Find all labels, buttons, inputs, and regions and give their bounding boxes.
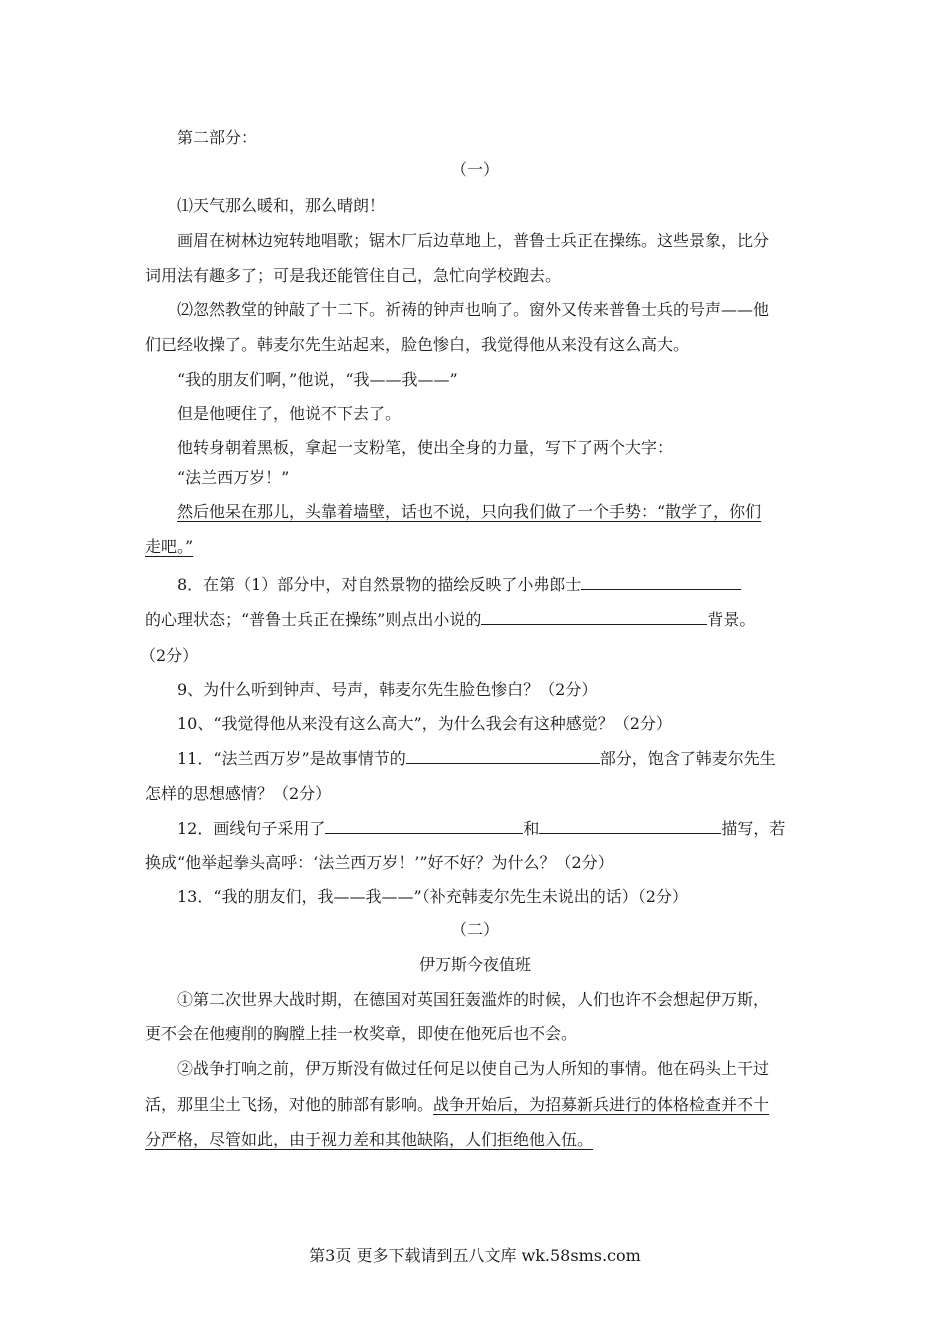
passage1-line: ⑴天气那么暖和，那么晴朗！ xyxy=(177,196,386,215)
passage2-line: 更不会在他瘦削的胸膛上挂一枚奖章，即使在他死后也不会。 xyxy=(145,1024,578,1043)
question-11-cont: 怎样的思想感情？（2分） xyxy=(145,784,332,803)
underlined-sentence: 战争开始后，为招募新兵进行的体格检查并不十 xyxy=(433,1095,770,1114)
passage2-line: ①第二次世界大战时期，在德国对英国狂轰滥炸的时候，人们也许不会想起伊万斯， xyxy=(177,990,770,1009)
underlined-sentence: 然后他呆在那儿，头靠着墙壁，话也不说，只向我们做了一个手势：“散学了，你们 xyxy=(177,502,762,521)
question-8-text-c: 背景。 xyxy=(707,610,756,629)
question-8-text-b: 的心理状态；“普鲁士兵正在操练”则点出小说的 xyxy=(145,610,482,629)
question-12-cont: 换成“他举起拳头高呼：‘法兰西万岁！’”好不好？为什么？（2分） xyxy=(145,853,614,872)
question-12-text-a: 12．画线句子采用了 xyxy=(177,819,326,838)
question-11 xyxy=(177,748,776,769)
question-12-text-c: 描写，若 xyxy=(721,819,786,838)
question-11-text-b: 部分，饱含了韩麦尔先生 xyxy=(599,749,776,768)
underlined-sentence: 分严格，尽管如此，由于视力差和其他缺陷，人们拒绝他入伍。 xyxy=(145,1130,594,1149)
part2-heading: （二） xyxy=(450,920,499,939)
passage1-line: 们已经收操了。韩麦尔先生站起来，脸色惨白，我觉得他从来没有这么高大。 xyxy=(145,335,690,354)
passage1-line: ⑵忽然教堂的钟敲了十二下。祈祷的钟声也响了。窗外又传来普鲁士兵的号声——他 xyxy=(177,300,770,319)
answer-blank[interactable] xyxy=(581,574,741,590)
passage1-line: 他转身朝着黑板，拿起一支粉笔，使出全身的力量，写下了两个大字： xyxy=(177,438,674,457)
passage2-line: ②战争打响之前，伊万斯没有做过任何足以使自己为人所知的事情。他在码头上干过 xyxy=(177,1059,770,1078)
passage2-line xyxy=(145,1095,769,1115)
question-8 xyxy=(177,574,741,595)
question-8-score: （2分） xyxy=(140,646,199,665)
answer-blank[interactable] xyxy=(539,818,721,834)
question-12 xyxy=(177,818,785,839)
passage2-plain-text: 活，那里尘土飞扬，对他的肺部有影响。 xyxy=(145,1095,434,1114)
answer-blank[interactable] xyxy=(406,748,600,764)
question-13: 13．“我的朋友们，我——我——”（补充韩麦尔先生未说出的话）（2分） xyxy=(177,887,688,906)
passage1-line: 但是他哽住了，他说不下去了。 xyxy=(177,404,402,423)
question-11-text-a: 11．“法兰西万岁”是故事情节的 xyxy=(177,749,406,768)
passage1-line: “法兰西万岁！” xyxy=(177,468,290,487)
passage2-title: 伊万斯今夜值班 xyxy=(418,955,531,974)
passage1-line: 画眉在树林边宛转地唱歌；锯木厂后边草地上，普鲁士兵正在操练。这些景象，比分 xyxy=(177,231,770,250)
answer-blank[interactable] xyxy=(481,609,707,625)
question-12-text-b: 和 xyxy=(523,819,540,838)
part1-heading: （一） xyxy=(450,160,499,179)
underlined-sentence: 走吧。” xyxy=(145,537,194,556)
question-9: 9、为什么听到钟声、号声，韩麦尔先生脸色惨白？（2分） xyxy=(177,680,598,699)
question-8-cont xyxy=(145,609,755,630)
question-10: 10、“我觉得他从来没有这么高大”，为什么我会有这种感觉？（2分） xyxy=(177,714,672,733)
question-8-text-a: 8．在第（1）部分中，对自然景物的描绘反映了小弗郎士 xyxy=(177,575,582,594)
page-footer: 第3页 更多下载请到五八文库 wk.58sms.com xyxy=(309,1246,641,1265)
passage1-line: “我的朋友们啊，”他说，“我——我——” xyxy=(177,370,458,389)
section-title: 第二部分： xyxy=(177,128,258,147)
answer-blank[interactable] xyxy=(325,818,523,834)
passage1-line: 词用法有趣多了；可是我还能管住自己，急忙向学校跑去。 xyxy=(145,266,562,285)
